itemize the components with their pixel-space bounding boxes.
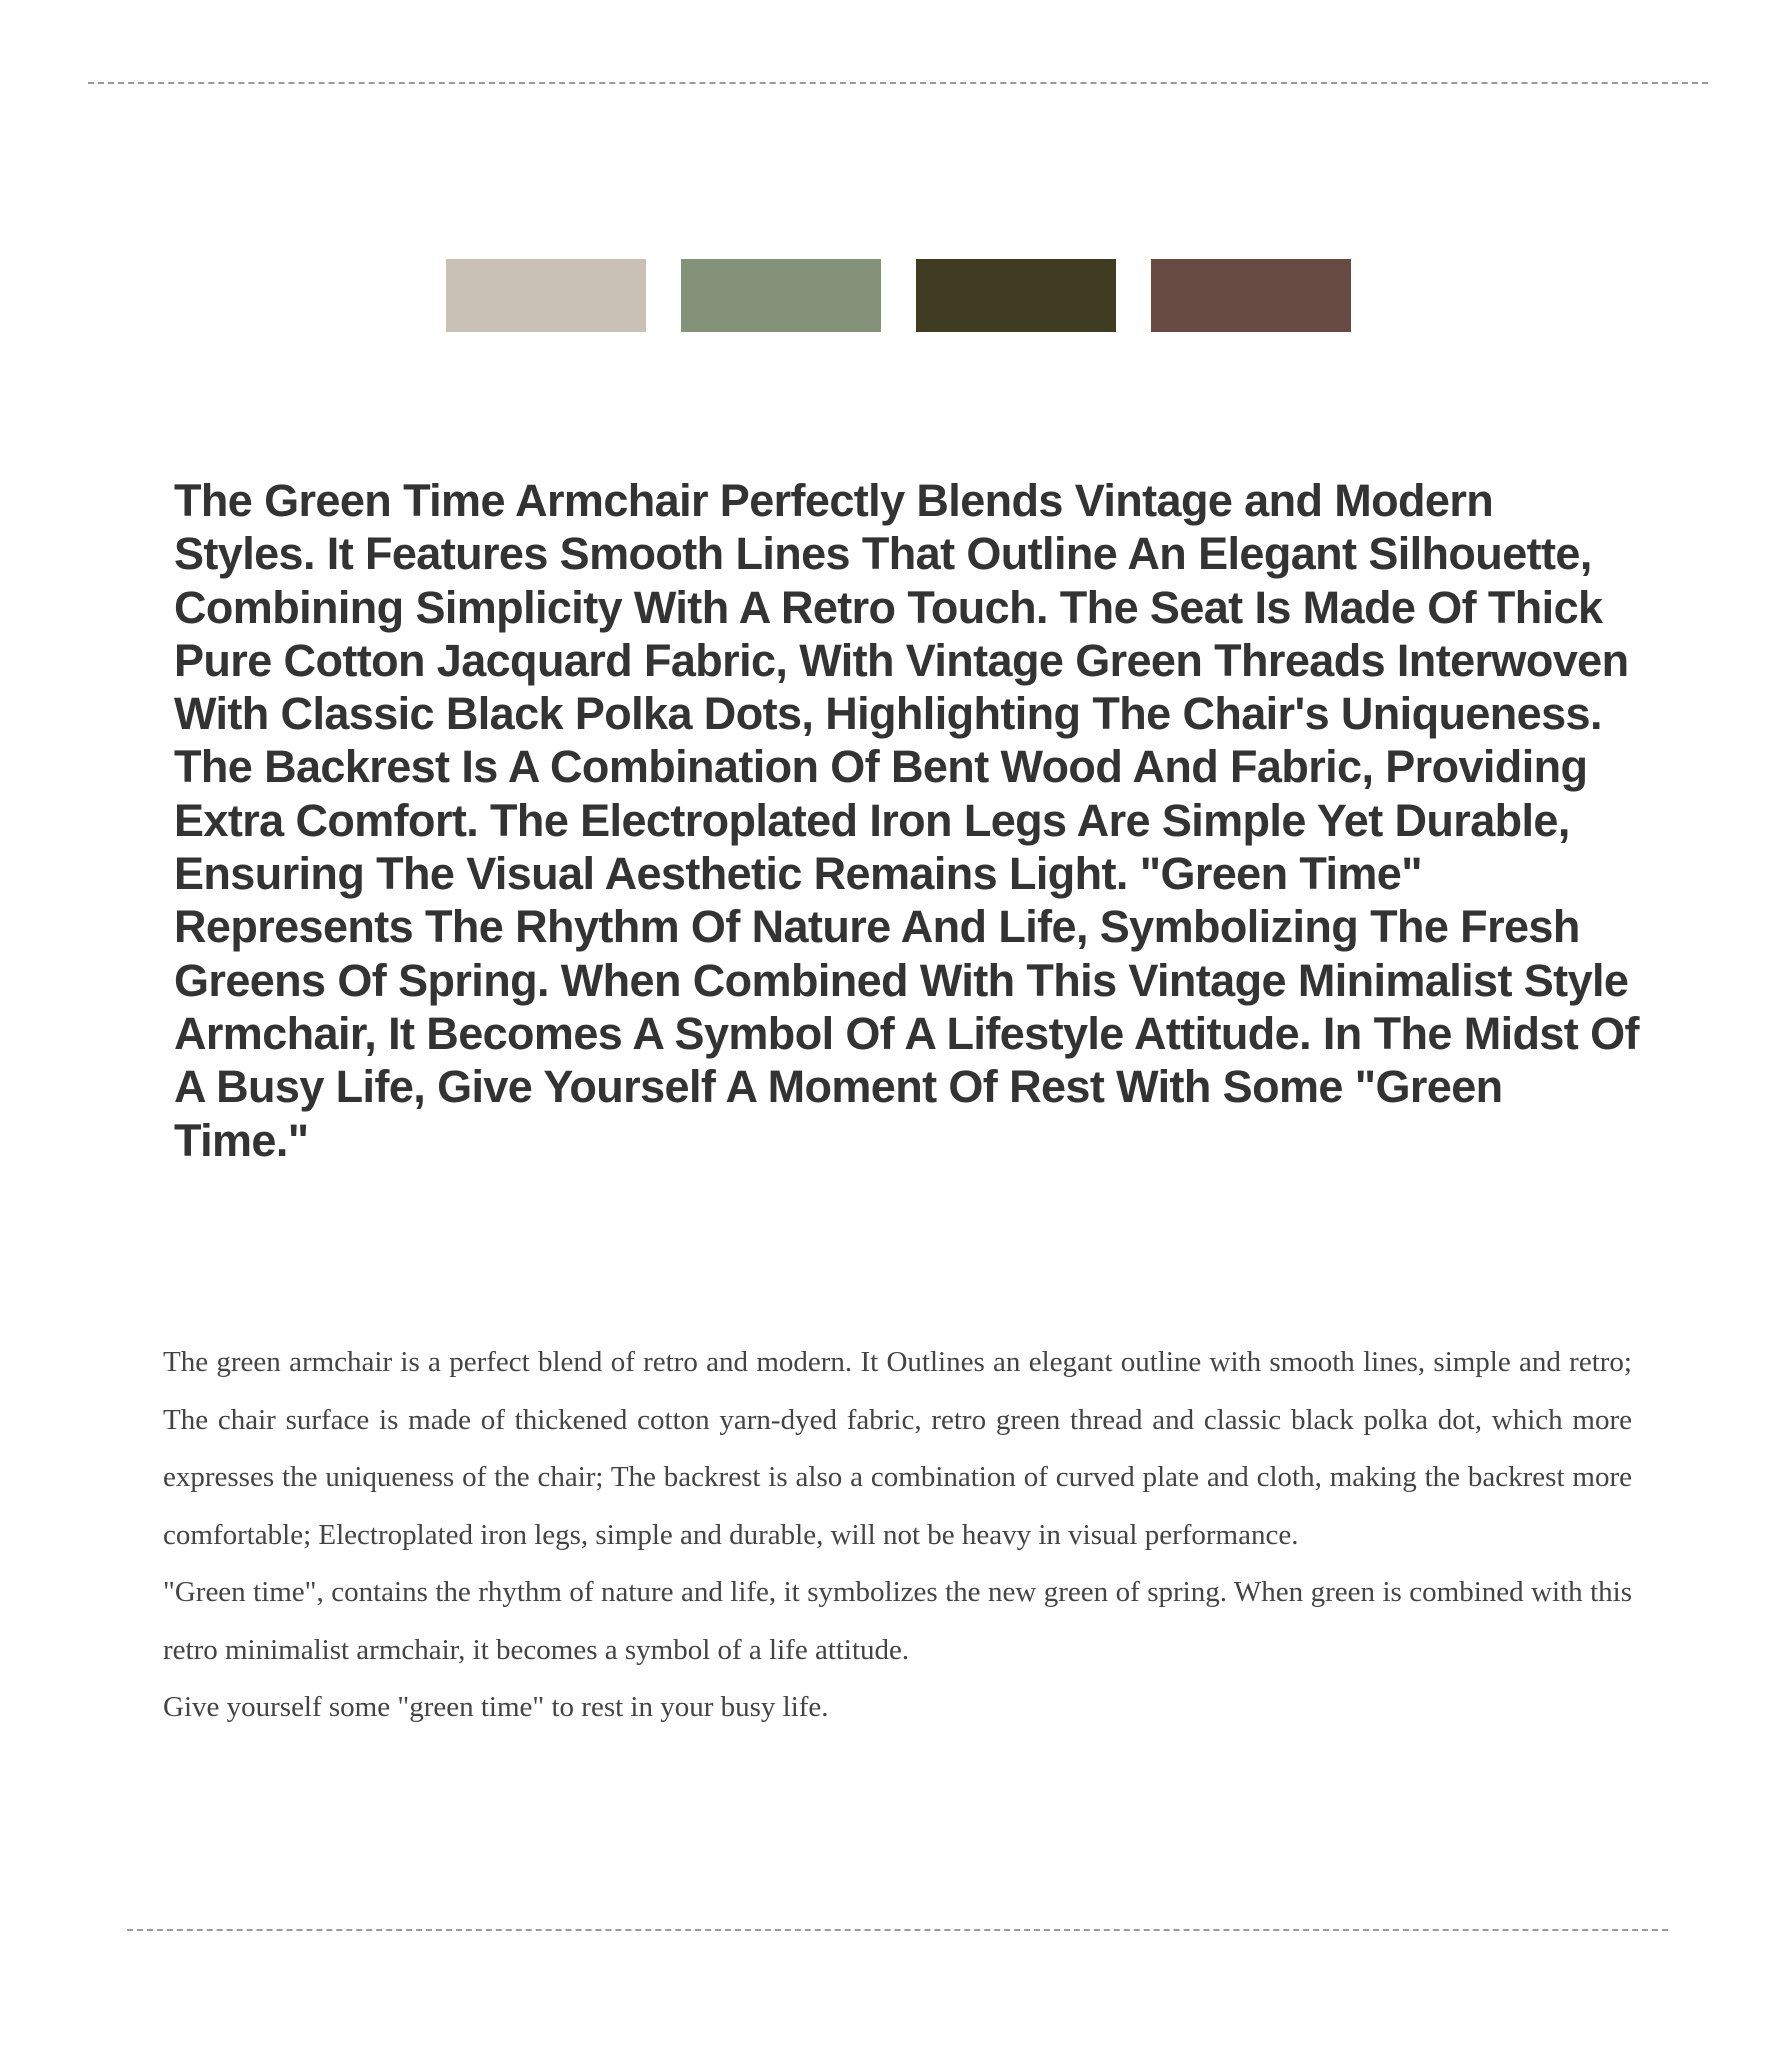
product-headline: The Green Time Armchair Perfectly Blends Vintage and Modern Styles. It Features Smooth Lines That Outline An Elegant Silhouette, Combining Simplicity With A Retro Touch. The Seat Is Made Of Thick Pure Cotton Jacquard Fabric, With Vintage Green Threads Interwoven With Classic Black Polka Dots, Highlighting The Chair's Uniqueness. The Backrest Is A Combination Of Bent Wood And Fabric, Providing Extra Comfort. The Electroplated Iron Legs Are Simple Yet Durable, Ensuring The Visual Aesthetic Remains Light. "Green Time" Represents The Rhythm Of Nature And Life, Symbolizing The Fresh Greens Of Spring. When Combined With This Vintage Minimalist Style Armchair, It Becomes A Symbol Of A Lifestyle Attitude. In The Midst Of A Busy Life, Give Yourself A Moment Of Rest With Some "Green Time." [174, 475, 1639, 1166]
color-swatch-brown [1151, 259, 1351, 332]
bottom-dashed-divider [127, 1929, 1668, 1931]
color-swatch-sage [681, 259, 881, 332]
color-swatch-olive [916, 259, 1116, 332]
description-paragraph-2: "Green time", contains the rhythm of nature and life, it symbolizes the new green of spring. When green is combined with this retro minimalist armchair, it becomes a symbol of a life attitude. [163, 1576, 1632, 1666]
description-paragraph-1: The green armchair is a perfect blend of retro and modern. It Outlines an elegant outline with smooth lines, simple and retro; The chair surface is made of thickened cotton yarn-dyed fabric, retro green thread and classic black polka dot, which more expresses the uniqueness of the chair; The backrest is also a combination of curved plate and cloth, making the backrest more comfortable; Electroplated iron legs, simple and durable, will not be heavy in visual performance. [163, 1346, 1632, 1551]
description-paragraph-3: Give yourself some "green time" to rest in your busy life. [163, 1691, 829, 1723]
top-dashed-divider [88, 82, 1708, 84]
color-swatch-beige [446, 259, 646, 332]
product-description [163, 1334, 1632, 1737]
color-palette [446, 259, 1351, 332]
